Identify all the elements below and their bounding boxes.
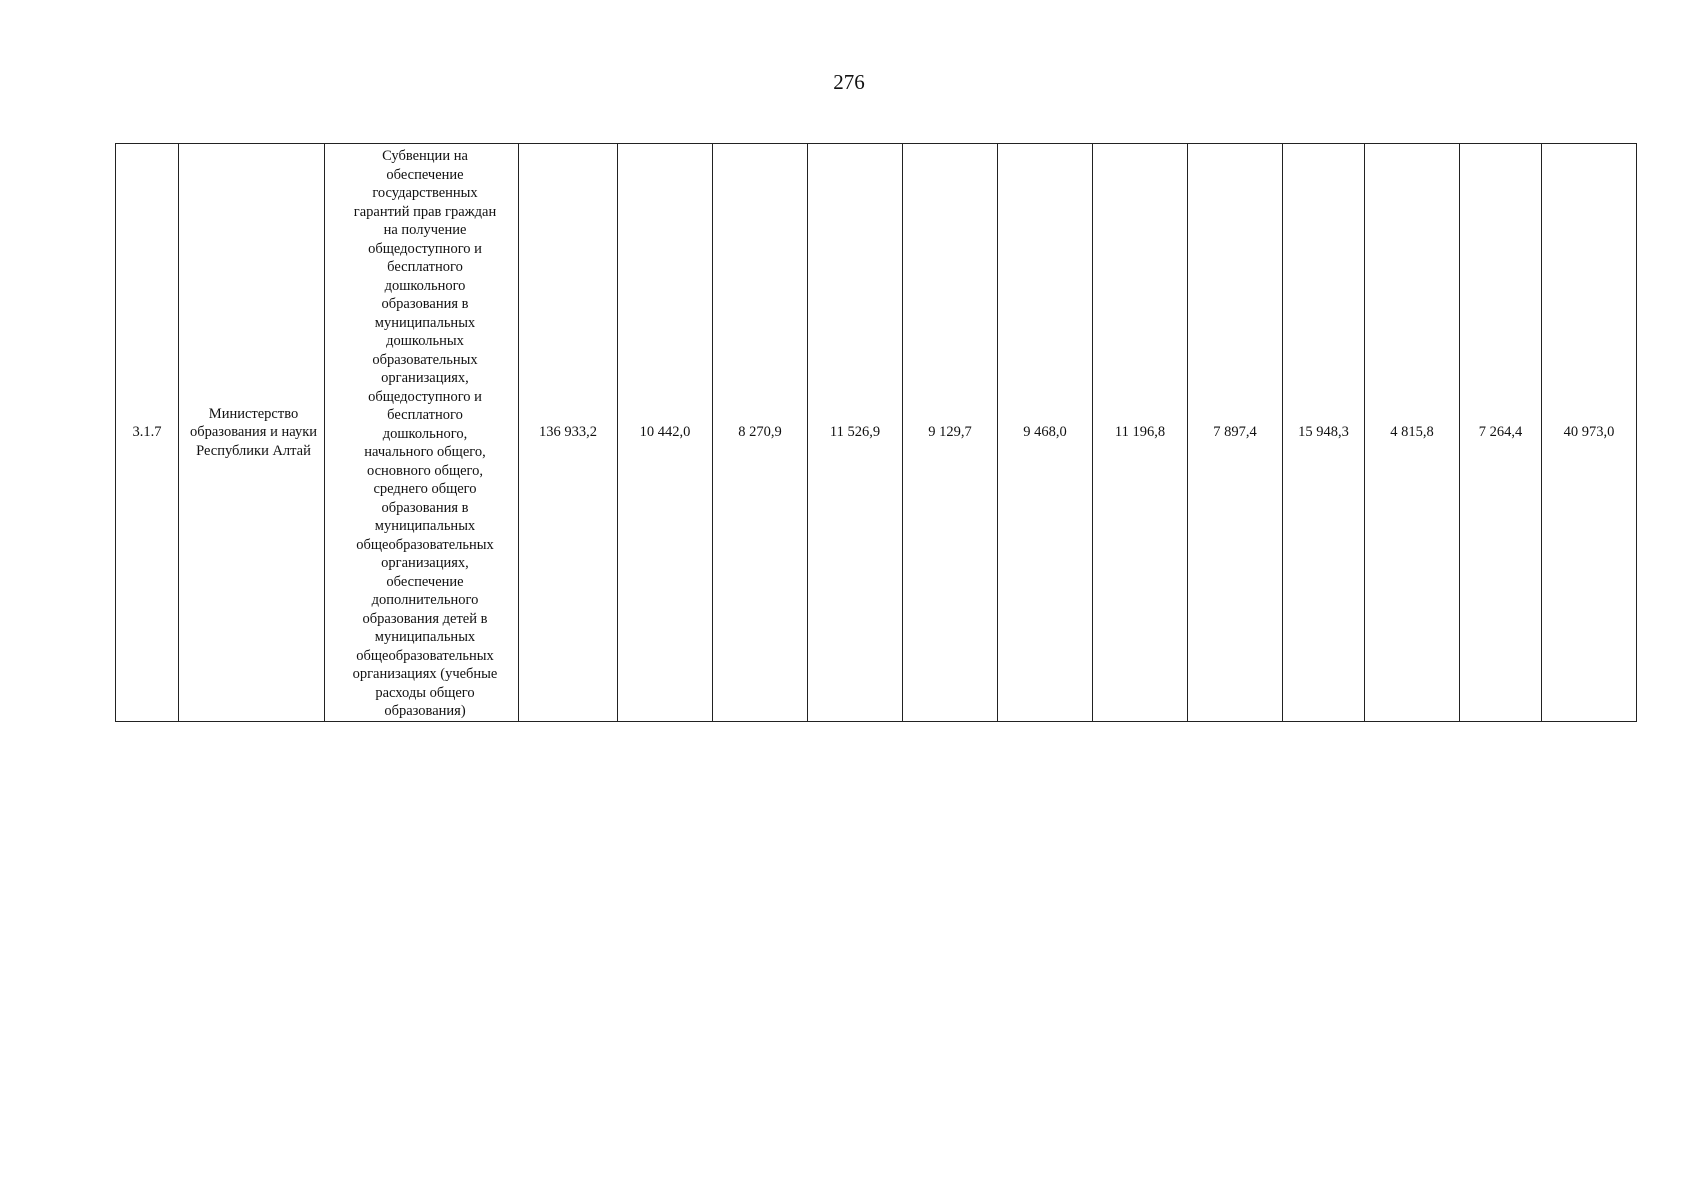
- row-description: Субвенции на обеспечение государственных гарантий прав граждан на получение общедоступного и бесплатного дошкольного образования в муниципальных дошкольных образовательных организациях, общедоступного и бесплатного дошкольного, начального общего, основного общего, среднего общего образования в муниципальных общеобразовательных организациях, обеспечение дополнительного образования детей в муниципальных общеобразовательных организациях (учебные расходы общего образования): [325, 144, 519, 722]
- value-cell-4: 11 526,9: [808, 144, 903, 722]
- table-row: [116, 144, 1637, 722]
- row-organization: Министерство образования и науки Республики Алтай: [179, 144, 325, 722]
- value-cell-5: 9 129,7: [903, 144, 998, 722]
- value-cell-7: 11 196,8: [1093, 144, 1188, 722]
- value-cell-2: 10 442,0: [618, 144, 713, 722]
- value-cell-8: 7 897,4: [1188, 144, 1283, 722]
- value-cell-1: 136 933,2: [519, 144, 618, 722]
- value-cell-6: 9 468,0: [998, 144, 1093, 722]
- budget-table: [115, 143, 1637, 722]
- value-cell-3: 8 270,9: [713, 144, 808, 722]
- value-cell-12: 40 973,0: [1542, 144, 1637, 722]
- value-cell-10: 4 815,8: [1365, 144, 1460, 722]
- value-cell-9: 15 948,3: [1283, 144, 1365, 722]
- page-number: 276: [833, 70, 865, 94]
- row-code: 3.1.7: [116, 144, 179, 722]
- value-cell-11: 7 264,4: [1460, 144, 1542, 722]
